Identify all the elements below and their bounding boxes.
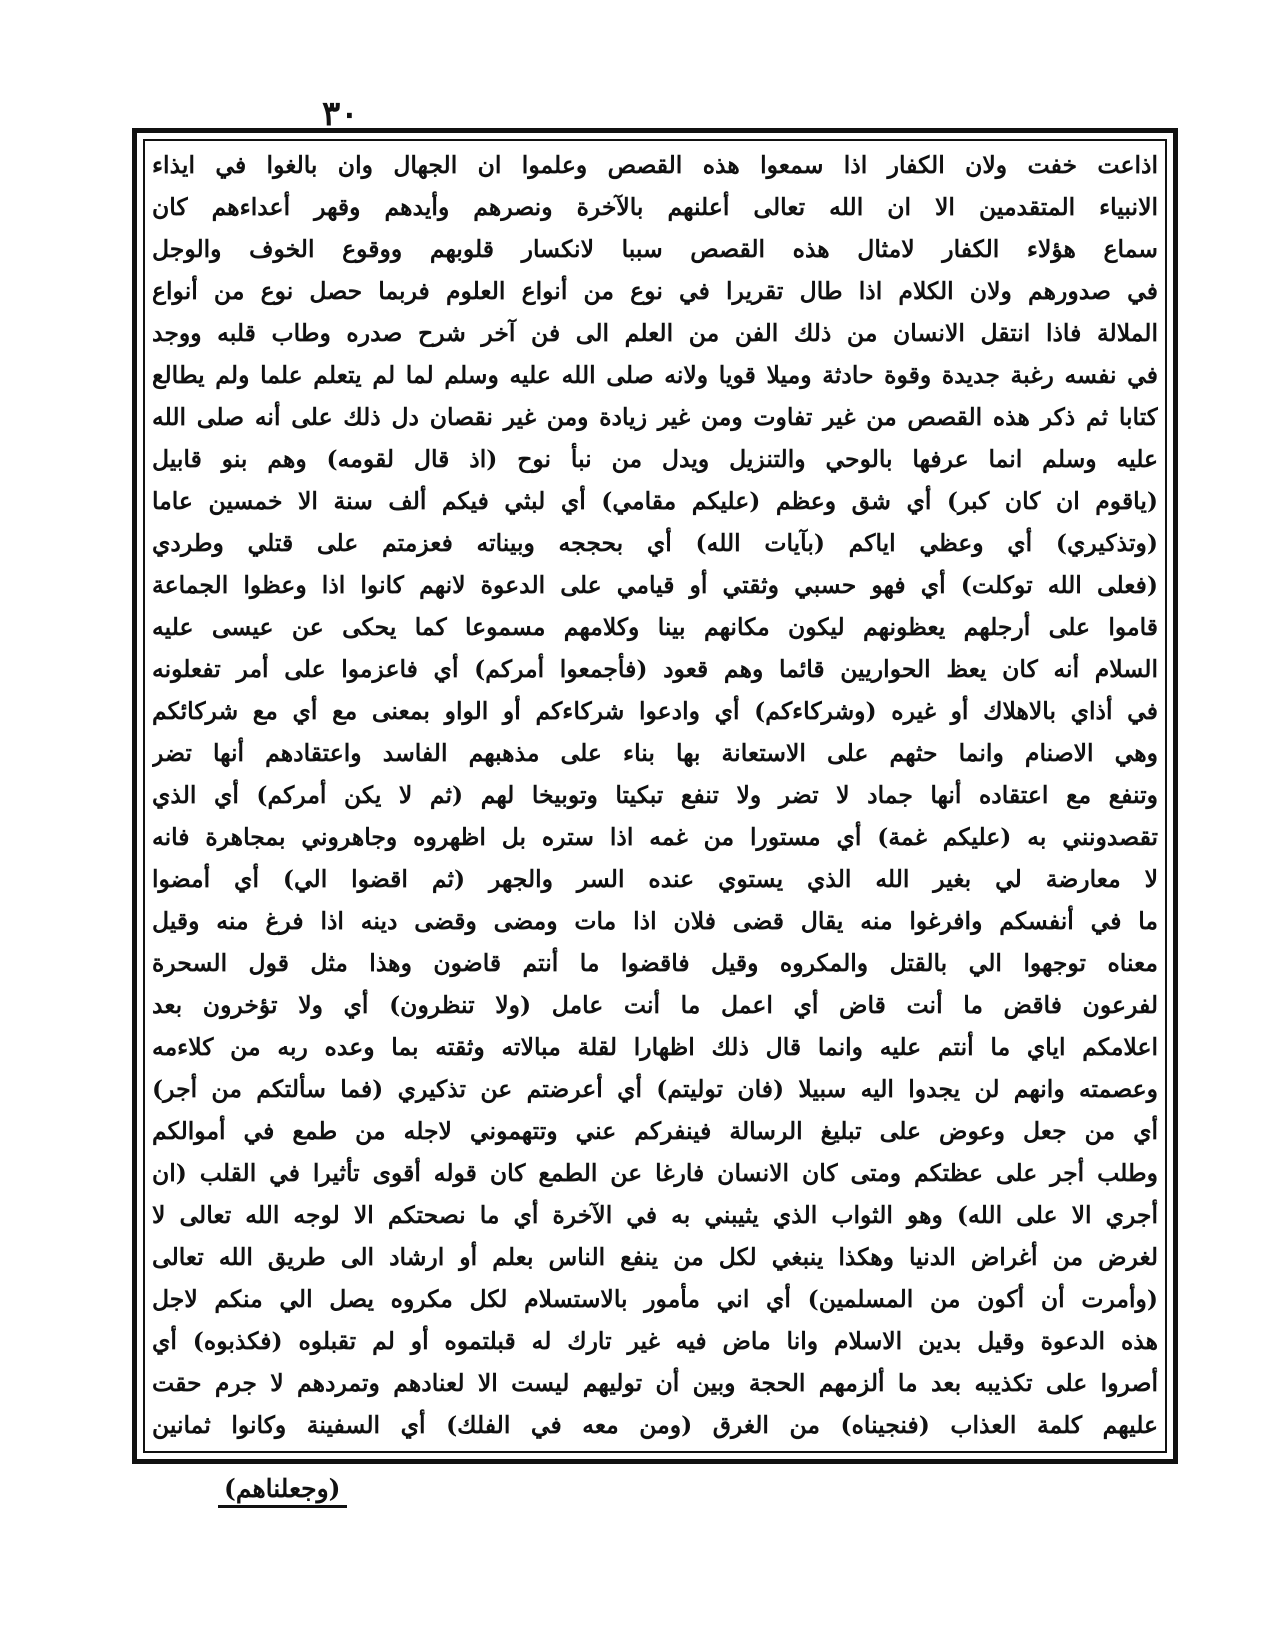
text-line: الانبياء المتقدمين الا ان الله تعالى أعلنهم بالآخرة ونصرهم وأيدهم وقهر أعداءهم كان (152, 193, 1158, 222)
text-line: (فعلى الله توكلت) أي فهو حسبي وثقتي أو قيامي على الدعوة لانهم كانوا اذا وعظوا الجماعة (152, 571, 1158, 600)
text-line: الملالة فاذا انتقل الانسان من ذلك الفن من العلم الى فن آخر شرح صدره وطاب قلبه ووجد (152, 319, 1158, 348)
text-line: كتابا ثم ذكر هذه القصص من غير تفاوت ومن غير زيادة ومن غير نقصان دل ذلك على أنه صلى الله (152, 403, 1158, 432)
text-line: (وأمرت أن أكون من المسلمين) أي اني مأمور بالاستسلام لكل مكروه يصل الي منكم لاجل (152, 1285, 1158, 1314)
text-line: السلام أنه كان يعظ الحواريين قائما وهم قعود (فأجمعوا أمركم) أي فاعزموا على أمر تفعلونه (152, 655, 1158, 684)
text-line: هذه الدعوة وقيل بدين الاسلام وانا ماض فيه غير تارك له قبلتموه أو لم تقبلوه (فكذبوه) أي (152, 1327, 1158, 1356)
text-line: اذاعت خفت ولان الكفار اذا سمعوا هذه القصص وعلموا ان الجهال وان بالغوا في ايذاء (152, 151, 1158, 179)
text-line: أي من جعل وعوض على تبليغ الرسالة فينفركم عني وتتهموني لاجله من طمع في أموالكم (152, 1117, 1158, 1146)
text-line: اعلامكم اياي ما أنتم عليه وانما قال ذلك اظهارا لقلة مبالاته وثقته بما وعده ربه من كلاءمه (152, 1033, 1158, 1062)
text-line: (وتذكيري) أي وعظي اياكم (بآيات الله) أي بحججه وبيناته فعزمتم على قتلي وطردي (152, 529, 1158, 558)
text-line: في نفسه رغبة جديدة وقوة حادثة وميلا قويا ولانه صلى الله عليه وسلم لما لم يتعلم علما ولم يطالع (152, 361, 1158, 390)
text-line: في أذاي بالاهلاك أو غيره (وشركاءكم) أي وادعوا شركاءكم أو الواو بمعنى مع أي مع شركائكم (152, 697, 1158, 726)
text-line: أجري الا على الله) وهو الثواب الذي يثيبني به في الآخرة أي ما نصحتكم الا لوجه الله تعالى لا (152, 1201, 1158, 1230)
text-line: عليهم كلمة العذاب (فنجيناه) من الغرق (ومن معه في الفلك) أي السفينة وكانوا ثمانين (152, 1411, 1158, 1440)
text-line: وطلب أجر على عظتكم ومتى كان الانسان فارغا عن الطمع كان قوله أقوى تأثيرا في القلب (ان (152, 1159, 1158, 1188)
text-line: لا معارضة لي بغير الله الذي يستوي عنده السر والجهر (ثم اقضوا الي) أي أمضوا (152, 865, 1158, 894)
text-line: لغرض من أغراض الدنيا وهكذا ينبغي لكل من ينفع الناس بعلم أو ارشاد الى طريق الله تعالى (152, 1243, 1158, 1272)
text-line: تقصدونني به (عليكم غمة) أي مستورا من غمه اذا ستره بل اظهروه وجاهروني بمجاهرة فانه (152, 823, 1158, 852)
text-line: (ياقوم ان كان كبر) أي شق وعظم (عليكم مقامي) أي لبثي فيكم ألف سنة الا خمسين عاما (152, 487, 1158, 516)
text-line: سماع هؤلاء الكفار لامثال هذه القصص سببا لانكسار قلوبهم ووقوع الخوف والوجل (152, 235, 1158, 264)
text-line: ما في أنفسكم وافرغوا منه يقال قضى فلان اذا مات ومضى وقضى دينه اذا فرغ منه وقيل (152, 907, 1158, 936)
main-text-block (150, 146, 1160, 1446)
text-line: وهي الاصنام وانما حثهم على الاستعانة بها بناء على مذهبهم الفاسد واعتقادهم أنها تضر (152, 739, 1158, 768)
text-line: معناه توجهوا الي بالقتل والمكروه وقيل فاقضوا ما أنتم قاضون وهذا مثل قول السحرة (152, 949, 1158, 978)
text-line: وتنفع مع اعتقاده أنها جماد لا تضر ولا تنفع تبكيتا وتوبيخا لهم (ثم لا يكن أمركم) أي الذي (152, 781, 1158, 810)
text-line: أصروا على تكذيبه بعد ما ألزمهم الحجة وبين أن توليهم ليست الا لعنادهم وتمردهم لا جرم حقت (152, 1369, 1158, 1398)
text-line: وعصمته وانهم لن يجدوا اليه سبيلا (فان توليتم) أي أعرضتم عن تذكيري (فما سألتكم من أجر) (152, 1075, 1158, 1104)
page-number: ٣٠ (322, 94, 359, 134)
text-line: عليه وسلم انما عرفها بالوحي والتنزيل ويدل من نبأ نوح (اذ قال لقومه) وهم بنو قابيل (152, 445, 1158, 474)
catchword: (وجعلناهم) (218, 1474, 347, 1508)
text-line: لفرعون فاقض ما أنت قاض أي اعمل ما أنت عامل (ولا تنظرون) أي ولا تؤخرون بعد (152, 991, 1158, 1020)
text-line: في صدورهم ولان الكلام اذا طال تقريرا في نوع من أنواع العلوم فربما حصل نوع من أنواع (152, 277, 1158, 306)
text-line: قاموا على أرجلهم يعظونهم ليكون مكانهم بينا وكلامهم مسموعا كما يحكى عن عيسى عليه (152, 613, 1158, 642)
